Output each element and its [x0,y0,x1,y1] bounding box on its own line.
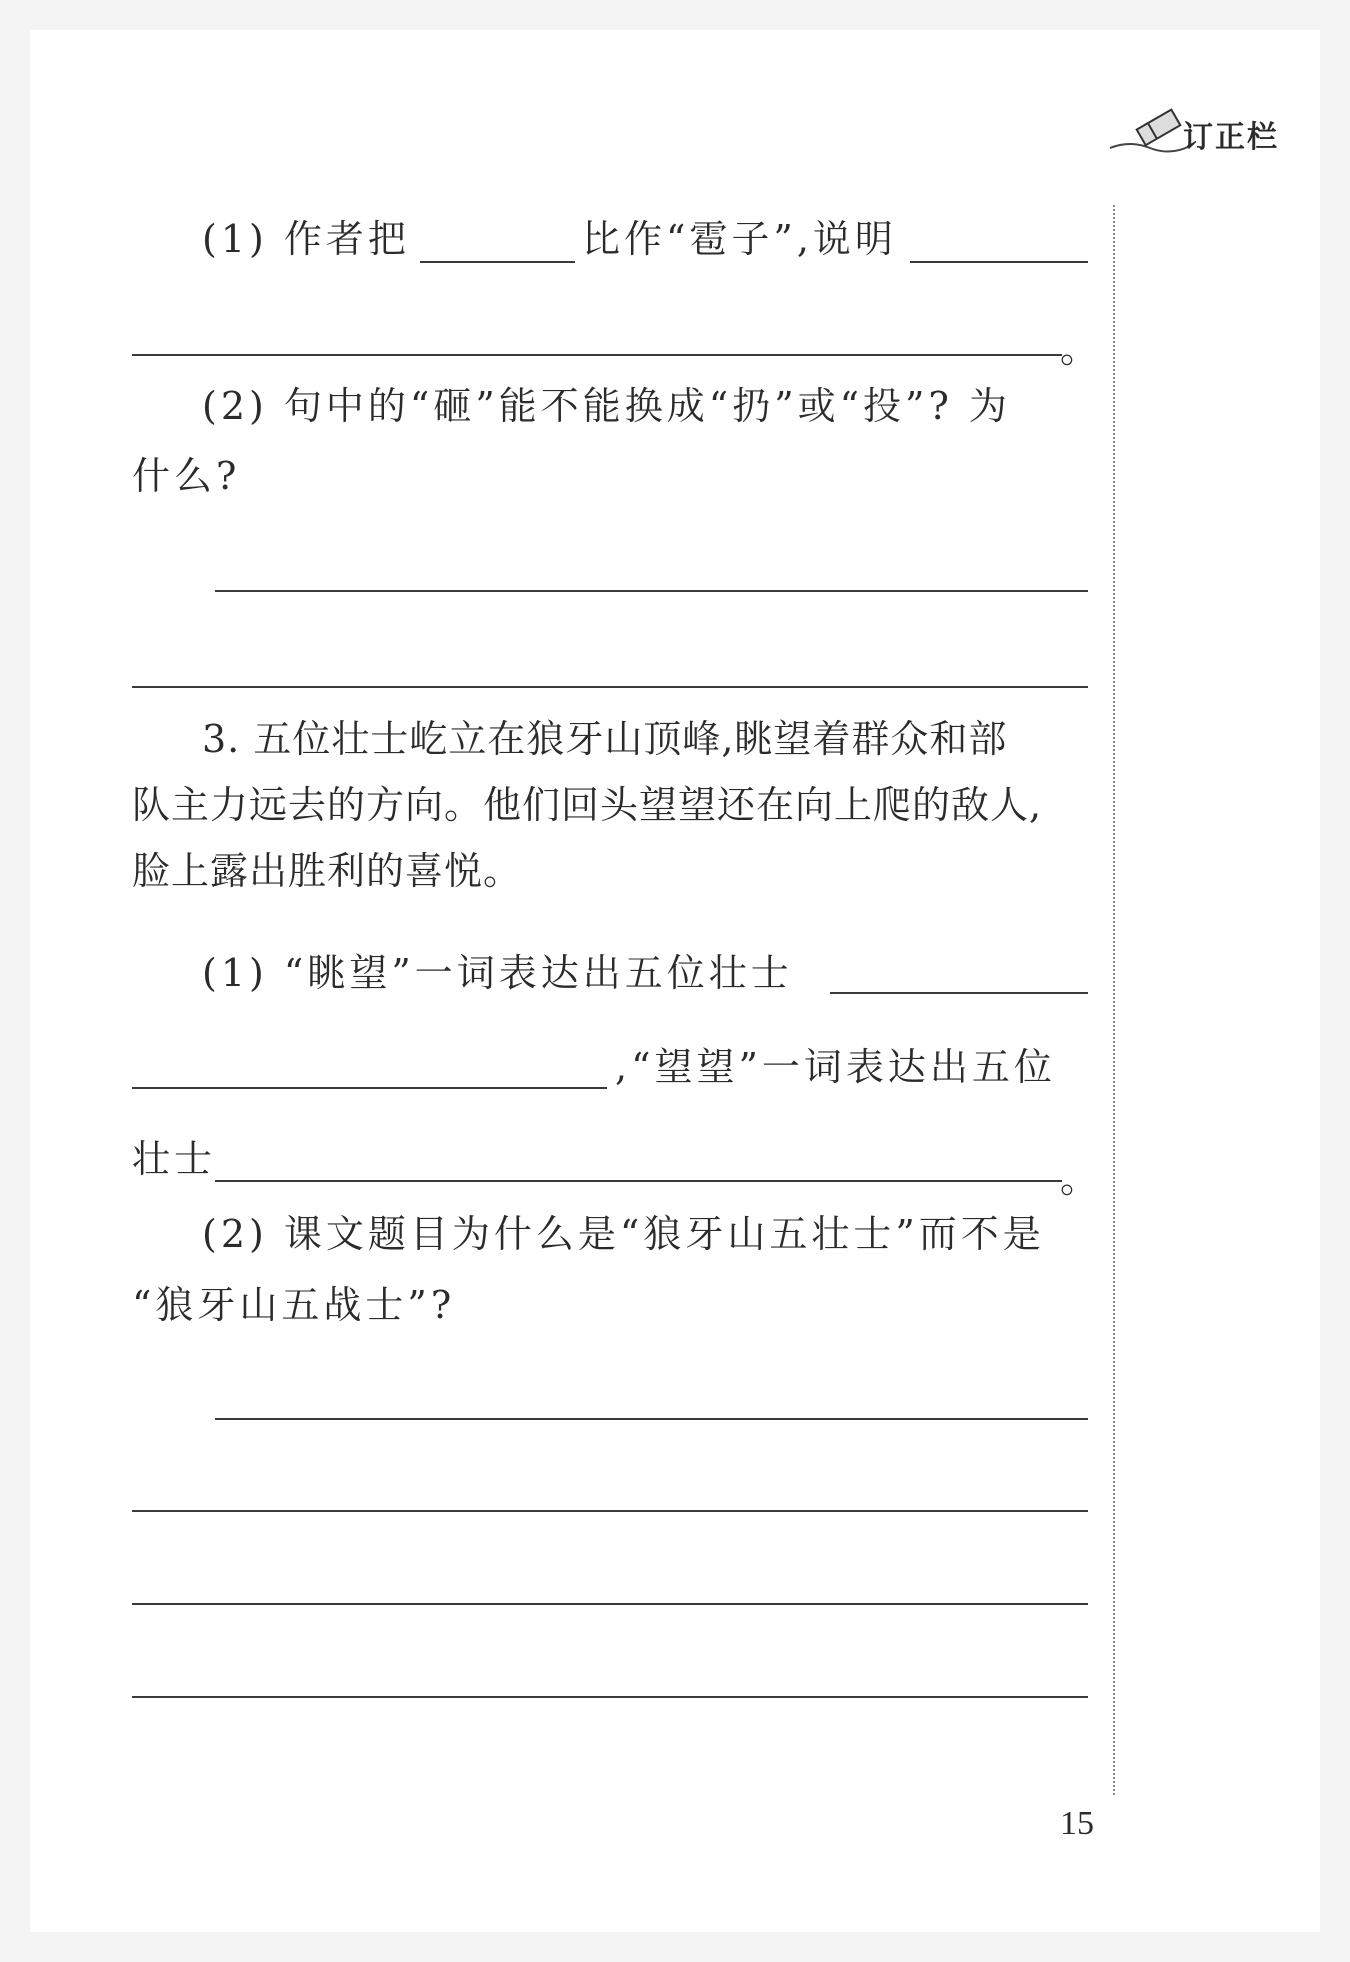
q3-2-answer-line-3[interactable] [132,1603,1088,1605]
q2-1-blank-b[interactable] [910,261,1088,263]
q3-1-blank-a[interactable] [830,992,1088,994]
q3-1-end: 。 [1060,1157,1103,1201]
q3-2-answer-line-1[interactable] [215,1418,1088,1420]
q2-1-middle: 比作“雹子”,说明 [582,217,897,261]
q3-2-answer-line-4[interactable] [132,1696,1088,1698]
workbook-page [30,30,1320,1932]
q2-2-line1: (2) 句中的“砸”能不能换成“扔”或“投”? 为 [202,384,1011,428]
q3-2-line2: “狼牙山五战士”? [132,1283,456,1327]
q2-1-end: 。 [1060,327,1103,371]
q3-1-line3: 壮士 [132,1137,217,1181]
q2-2-answer-line-1[interactable] [215,590,1088,592]
q3-passage-line3: 脸上露出胜利的喜悦。 [132,849,523,893]
q3-1-prefix: (1) “眺望”一词表达出五位壮士 [202,951,793,995]
margin-divider [1113,205,1115,1795]
q3-2-line1: (2) 课文题目为什么是“狼牙山五壮士”而不是 [202,1212,1045,1256]
page-number: 15 [1060,1805,1094,1842]
q2-1-blank-c[interactable] [132,354,1062,356]
q2-2-line2: 什么? [132,454,241,498]
pencil-eraser-icon [1105,100,1195,160]
q3-1-blank-c[interactable] [215,1180,1062,1182]
q2-1-blank-a[interactable] [420,261,575,263]
q2-2-answer-line-2[interactable] [132,686,1088,688]
q3-2-answer-line-2[interactable] [132,1510,1088,1512]
correction-label: 订正栏 [1183,120,1279,155]
q2-1-prefix: (1) 作者把 [202,217,410,261]
q3-1-middle: ,“望望”一词表达出五位 [615,1045,1056,1089]
q3-passage-line2: 队主力远去的方向。他们回头望望还在向上爬的敌人, [132,783,1043,827]
correction-header [1105,100,1315,160]
q3-1-blank-b[interactable] [132,1087,607,1089]
q3-passage-line1: 3. 五位壮士屹立在狼牙山顶峰,眺望着群众和部 [202,717,1008,761]
